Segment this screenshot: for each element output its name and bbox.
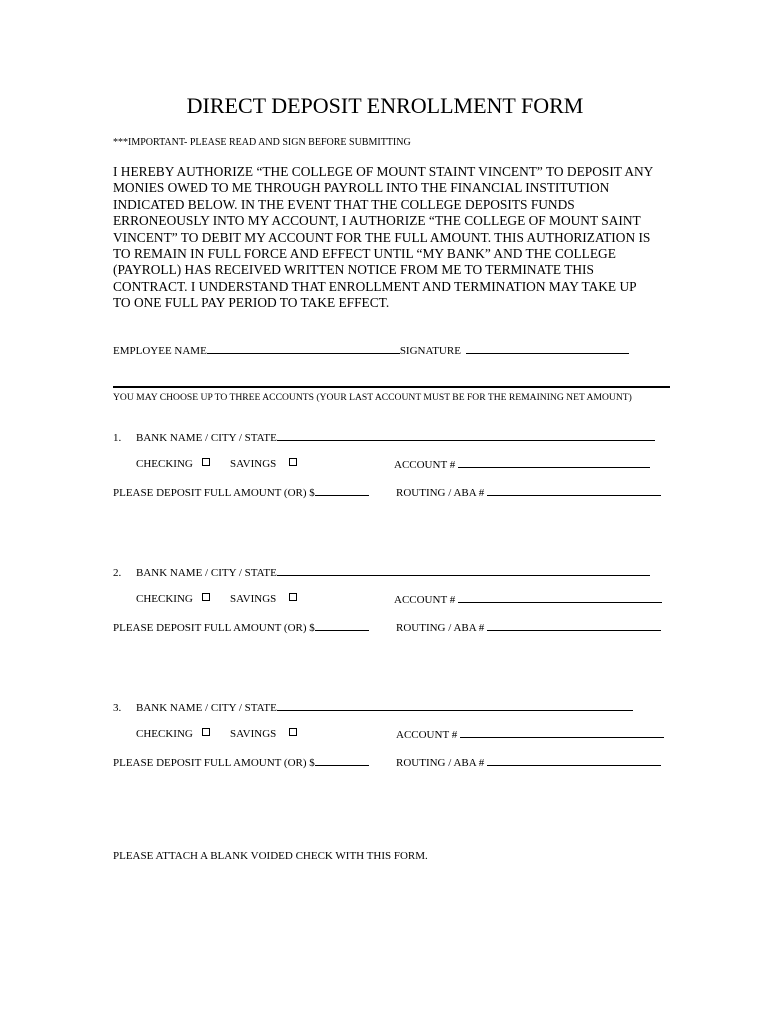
account-3-savings-checkbox[interactable] [289, 728, 297, 736]
signature-label: SIGNATURE [399, 345, 461, 357]
authorization-line: INDICATED BELOW. IN THE EVENT THAT THE COLLEGE DEPOSITS FUNDS [113, 196, 575, 212]
account-2-routing-field[interactable] [487, 620, 661, 631]
checking-label: CHECKING [136, 728, 193, 740]
account-3-savings [230, 727, 297, 741]
bank-name-label: BANK NAME / CITY / STATE [136, 567, 277, 579]
account-2-checking-checkbox[interactable] [202, 593, 210, 601]
account-1-deposit-row [113, 485, 369, 500]
account-number: 3. [113, 702, 122, 714]
account-number: 2. [113, 567, 122, 579]
account-1-amount-field[interactable] [315, 485, 369, 496]
authorization-line: ERRONEOUSLY INTO MY ACCOUNT, I AUTHORIZE “THE COLLEGE OF MOUNT SAINT [113, 213, 641, 229]
signature-field[interactable] [466, 343, 629, 354]
deposit-label: PLEASE DEPOSIT FULL AMOUNT (OR) [113, 622, 307, 634]
account-1-savings-checkbox[interactable] [289, 458, 297, 466]
account-3-amount-field[interactable] [315, 755, 369, 766]
account-3-bank-row [113, 700, 633, 715]
account-2-checking [136, 592, 210, 606]
account-number: 1. [113, 432, 122, 444]
account-2-deposit-row [113, 620, 369, 635]
account-1-account-field[interactable] [458, 457, 650, 468]
routing-label: ROUTING / ABA # [396, 622, 485, 634]
account-3-routing-field[interactable] [487, 755, 661, 766]
authorization-line: VINCENT” TO DEBIT MY ACCOUNT FOR THE FULL AMOUNT. THIS AUTHORIZATION IS [113, 229, 651, 245]
account-1-routing-field[interactable] [487, 485, 661, 496]
dollar-sign: $ [309, 487, 315, 499]
account-1-account-row [394, 457, 650, 472]
routing-label: ROUTING / ABA # [396, 487, 485, 499]
account-3-account-field[interactable] [460, 727, 664, 738]
account-2-savings [230, 592, 297, 606]
routing-label: ROUTING / ABA # [396, 757, 485, 769]
savings-label: SAVINGS [230, 458, 277, 470]
authorization-line: TO ONE FULL PAY PERIOD TO TAKE EFFECT. [113, 295, 390, 311]
account-3-account-row [396, 727, 664, 742]
authorization-line: I HEREBY AUTHORIZE “THE COLLEGE OF MOUNT STAINT VINCENT” TO DEPOSIT ANY [113, 164, 654, 179]
employee-signature-row [113, 343, 629, 358]
authorization-line: (PAYROLL) HAS RECEIVED WRITTEN NOTICE FROM ME TO TERMINATE THIS [113, 262, 594, 278]
account-3-deposit-row [113, 755, 369, 770]
bank-name-label: BANK NAME / CITY / STATE [136, 432, 277, 444]
account-1-checking-checkbox[interactable] [202, 458, 210, 466]
bank-name-label: BANK NAME / CITY / STATE [136, 702, 277, 714]
account-label: ACCOUNT # [396, 729, 458, 741]
account-3-routing-row [396, 755, 661, 770]
authorization-line: MONIES OWED TO ME THROUGH PAYROLL INTO THE FINANCIAL INSTITUTION [113, 180, 610, 196]
authorization-paragraph [113, 164, 693, 312]
checking-label: CHECKING [136, 458, 193, 470]
account-1-savings [230, 457, 297, 471]
footer-note: PLEASE ATTACH A BLANK VOIDED CHECK WITH THIS FORM. [113, 850, 428, 862]
checking-label: CHECKING [136, 593, 193, 605]
account-2-account-field[interactable] [458, 592, 662, 603]
savings-label: SAVINGS [230, 593, 277, 605]
section-divider [113, 386, 670, 388]
account-1-routing-row [396, 485, 661, 500]
employee-name-label: EMPLOYEE NAME [113, 345, 207, 357]
account-2-amount-field[interactable] [315, 620, 369, 631]
account-label: ACCOUNT # [394, 594, 456, 606]
account-2-bank-row [113, 565, 650, 580]
employee-name-field[interactable] [207, 343, 400, 354]
account-2-savings-checkbox[interactable] [289, 593, 297, 601]
account-3-checking [136, 727, 210, 741]
important-note: ***IMPORTANT- PLEASE READ AND SIGN BEFORE SUBMITTING [113, 137, 411, 148]
account-label: ACCOUNT # [394, 459, 456, 471]
dollar-sign: $ [309, 757, 315, 769]
account-3-checking-checkbox[interactable] [202, 728, 210, 736]
accounts-note: YOU MAY CHOOSE UP TO THREE ACCOUNTS (YOUR LAST ACCOUNT MUST BE FOR THE REMAINING NET AMOUNT) [113, 392, 632, 403]
authorization-line: CONTRACT. I UNDERSTAND THAT ENROLLMENT AND TERMINATION MAY TAKE UP [113, 278, 637, 294]
account-2-account-row [394, 592, 662, 607]
deposit-label: PLEASE DEPOSIT FULL AMOUNT (OR) [113, 757, 307, 769]
account-1-bank-row [113, 430, 655, 445]
account-2-routing-row [396, 620, 661, 635]
dollar-sign: $ [309, 622, 315, 634]
authorization-line: TO REMAIN IN FULL FORCE AND EFFECT UNTIL “MY BANK” AND THE COLLEGE [113, 246, 616, 262]
deposit-label: PLEASE DEPOSIT FULL AMOUNT (OR) [113, 487, 307, 499]
account-1-bank-name-field[interactable] [277, 430, 655, 441]
account-2-bank-name-field[interactable] [277, 565, 650, 576]
account-3-bank-name-field[interactable] [277, 700, 633, 711]
savings-label: SAVINGS [230, 728, 277, 740]
account-1-checking [136, 457, 210, 471]
form-title: DIRECT DEPOSIT ENROLLMENT FORM [186, 93, 584, 118]
